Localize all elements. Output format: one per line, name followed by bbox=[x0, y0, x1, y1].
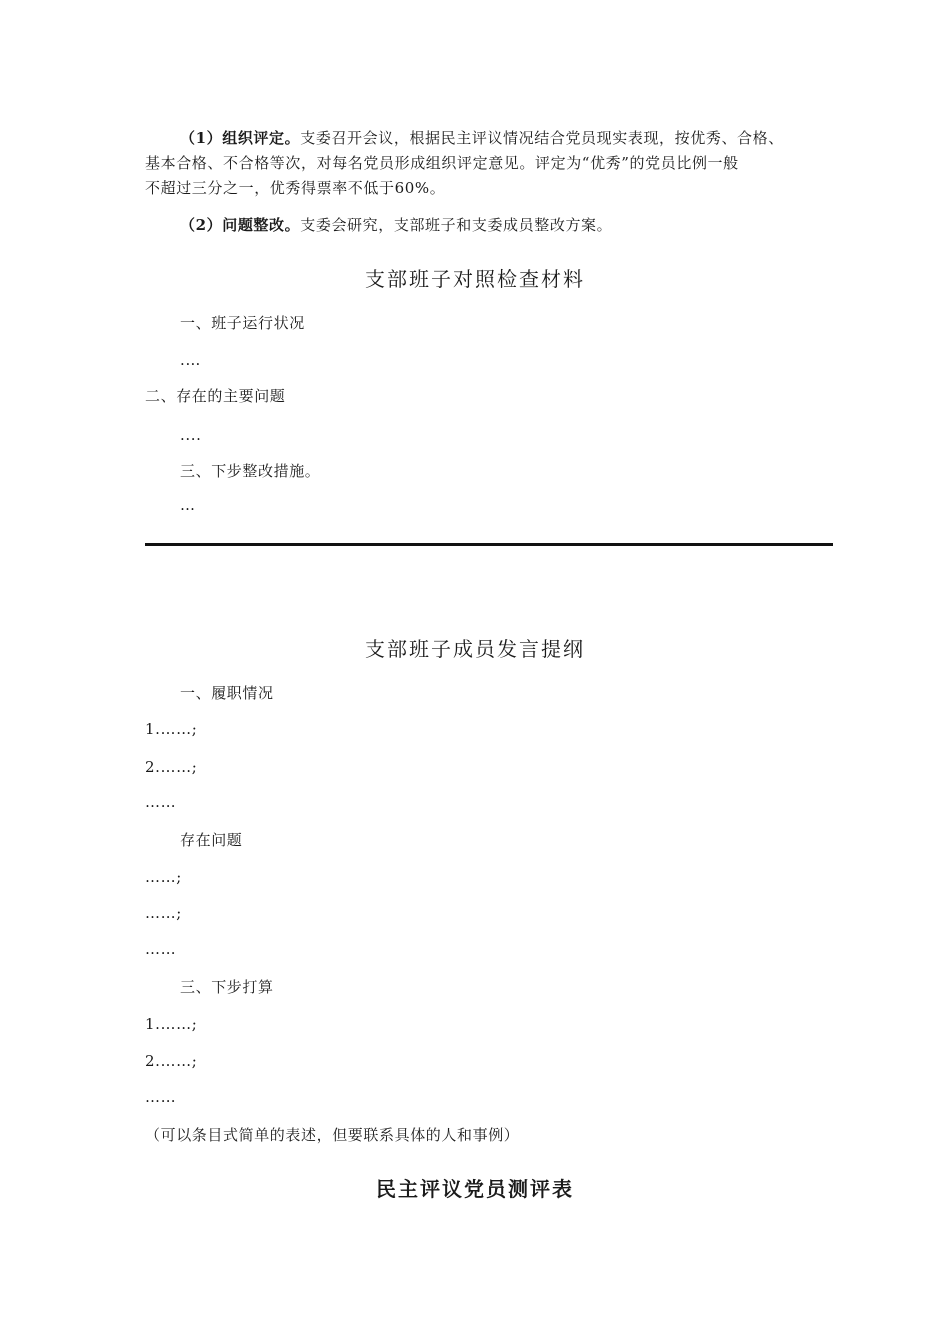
section2-item: 2.……; bbox=[145, 1052, 198, 1070]
section2-item: ……; bbox=[145, 868, 182, 886]
section2-item: 1.……; bbox=[145, 720, 198, 738]
section2-title: 支部班子成员发言提纲 bbox=[365, 637, 585, 661]
section2-item: 存在问题 bbox=[180, 831, 243, 849]
section1-title: 支部班子对照检查材料 bbox=[365, 267, 585, 291]
para2-line bbox=[180, 214, 612, 236]
para1-line1-text: 支委召开会议，根据民主评议情况结合党员现实表现，按优秀、合格、 bbox=[300, 129, 784, 147]
section2-item: 一、履职情况 bbox=[180, 684, 274, 702]
section-divider bbox=[145, 543, 833, 546]
section1-item: 三、下步整改措施。 bbox=[180, 462, 321, 480]
section2-item: …… bbox=[145, 1088, 177, 1106]
section3-title: 民主评议党员测评表 bbox=[376, 1177, 574, 1201]
para2-text: 支委会研究，支部班子和支委成员整改方案。 bbox=[300, 216, 613, 234]
section2-item: 1.……; bbox=[145, 1015, 198, 1033]
para1-line3: 不超过三分之一，优秀得票率不低于60%。 bbox=[145, 179, 446, 197]
section1-item: 一、班子运行状况 bbox=[180, 314, 305, 332]
section1-item: .… bbox=[180, 351, 201, 369]
para1-label: （1）组织评定。 bbox=[180, 129, 301, 147]
para2-label: （2）问题整改。 bbox=[180, 216, 301, 234]
para1-line2: 基本合格、不合格等次，对每名党员形成组织评定意见。评定为“优秀”的党员比例一般 bbox=[145, 154, 739, 172]
section2-item: …… bbox=[145, 940, 177, 958]
section2-item: 三、下步打算 bbox=[180, 978, 274, 996]
section2-note: （可以条目式简单的表述，但要联系具体的人和事例） bbox=[145, 1126, 520, 1144]
section2-item: …… bbox=[145, 793, 177, 811]
section2-item: ……; bbox=[145, 904, 182, 922]
section1-item: 二、存在的主要问题 bbox=[145, 387, 286, 405]
para1-line1 bbox=[180, 127, 784, 149]
section2-item: 2.……; bbox=[145, 758, 198, 776]
section1-item: .... bbox=[180, 426, 202, 444]
section1-item: … bbox=[180, 496, 196, 514]
